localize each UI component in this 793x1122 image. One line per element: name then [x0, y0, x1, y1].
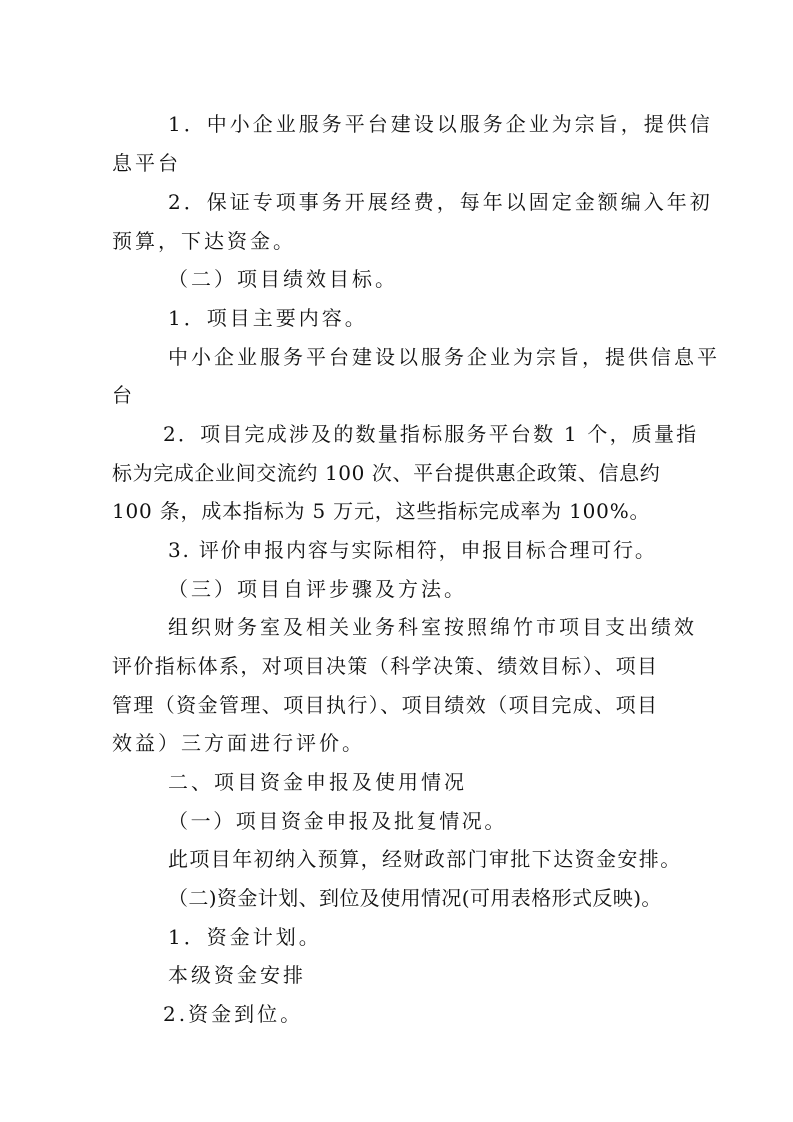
- text-line: 评价指标体系，对项目决策（科学决策、绩效目标）、项目: [112, 654, 659, 678]
- text-line: 2．项目完成涉及的数量指标服务平台数 1 个，质量指: [163, 422, 699, 446]
- text-line: 2．保证专项事务开展经费，每年以固定金额编入年初: [168, 190, 713, 214]
- section-heading: 二、项目资金申报及使用情况: [168, 770, 467, 794]
- text-line: 息平台: [112, 151, 181, 175]
- text-line: 标为完成企业间交流约 100 次、平台提供惠企政策、信息约: [112, 461, 661, 485]
- text-line: 管理（资金管理、项目执行）、项目绩效（项目完成、项目: [112, 693, 659, 717]
- text-line: 中小企业服务平台建设以服务企业为宗旨，提供信息平: [168, 345, 720, 369]
- section-heading: （三）项目自评步骤及方法。: [168, 577, 467, 601]
- text-line: 100 条，成本指标为 5 万元，这些指标完成率为 100%。: [112, 499, 651, 523]
- text-line: 1．项目主要内容。: [168, 306, 368, 330]
- text-line: 3. 评价申报内容与实际相符，申报目标合理可行。: [168, 538, 657, 562]
- text-line: 台: [112, 383, 135, 407]
- text-line: 效益）三方面进行评价。: [112, 731, 365, 755]
- text-line: 1．资金计划。: [168, 925, 322, 949]
- text-line: 组织财务室及相关业务科室按照绵竹市项目支出绩效: [168, 615, 697, 639]
- section-heading: （一）项目资金申报及批复情况。: [168, 809, 507, 833]
- section-heading: （二)资金计划、到位及使用情况(可用表格形式反映)。: [168, 886, 662, 910]
- text-line: 本级资金安排: [168, 963, 306, 987]
- text-line: 1．中小企业服务平台建设以服务企业为宗旨，提供信: [168, 112, 713, 136]
- section-heading: （二）项目绩效目标。: [168, 267, 398, 291]
- text-line: 2.资金到位。: [163, 1002, 304, 1026]
- text-line: 此项目年初纳入预算，经财政部门审批下达资金安排。: [168, 847, 682, 871]
- text-line: 预算，下达资金。: [112, 229, 296, 253]
